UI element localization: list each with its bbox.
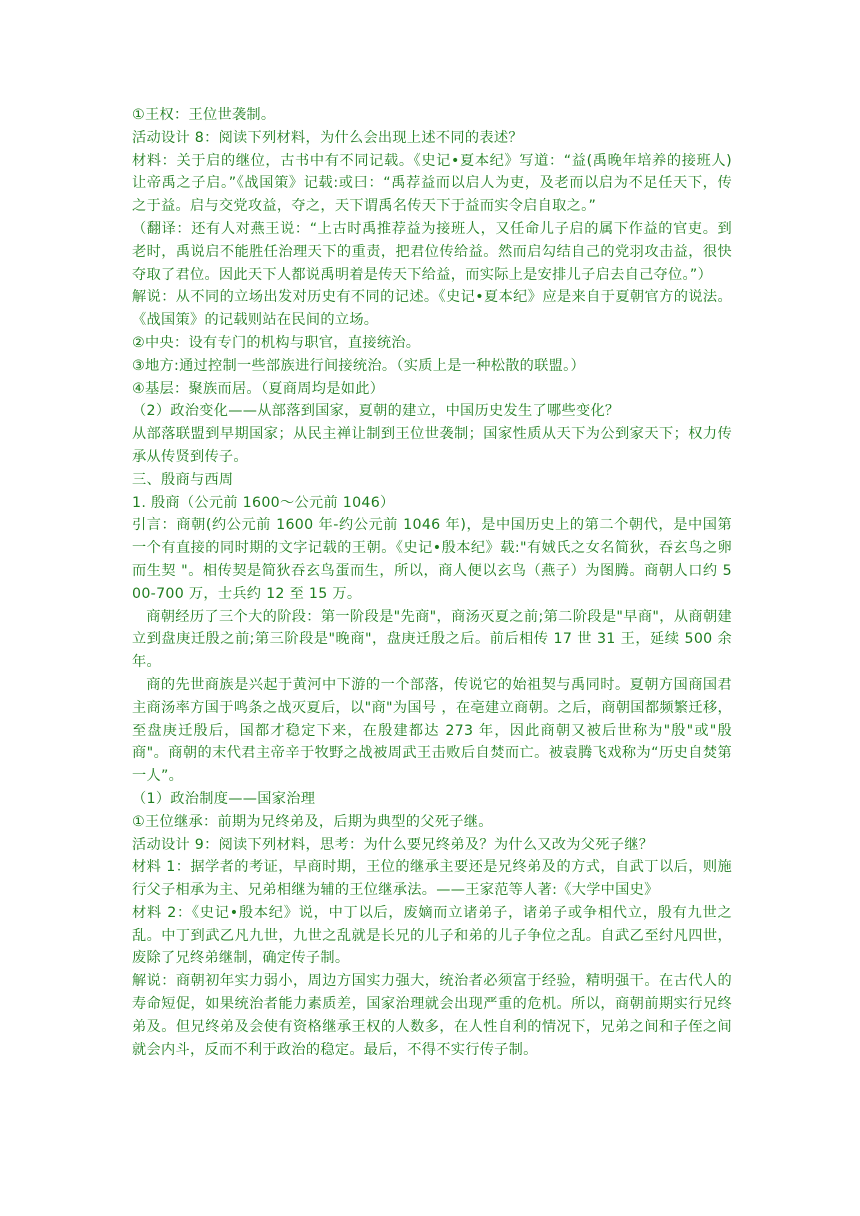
paragraph-political-change: （2）政治变化——从部落到国家，夏朝的建立，中国历史发生了哪些变化？: [132, 403, 620, 420]
paragraph-local: ③地方:通过控制一些部族进行间接统治。（实质上是一种松散的联盟。）: [132, 357, 586, 374]
paragraph-introduction: 引言：商朝(约公元前 1600 年-约公元前 1046 年)，是中国历史上的第二个朝代，是中国第一个有直接的同时期的文字记载的王朝。《史记•殷本纪》载:"有娀氏之女名简狄，吞玄鸟之卵而生契 "。相传契是简狄吞玄鸟蛋而生，所以，商人便以玄鸟（燕子）为图腾。商朝人口约 500-700 万，士兵约 12 至 15 万。: [132, 517, 732, 602]
paragraph-explanation-1: 解说：从不同的立场出发对历史有不同的记述。《史记•夏本纪》应是来自于夏朝官方的说法。《战国策》的记载则站在民间的立场。: [132, 289, 732, 329]
paragraph-central: ②中央：设有专门的机构与职官，直接统治。: [132, 334, 421, 351]
paragraph-grassroots: ④基层：聚族而居。（夏商周均是如此）: [132, 380, 385, 397]
section-heading-yinshang-xizhou: 三、殷商与西周: [132, 471, 234, 488]
paragraph-shang-origins: 商的先世商族是兴起于黄河中下游的一个部落，传说它的始祖契与禹同时。夏朝方国商国君主商汤率方国于鸣条之战灭夏后，以"商"为国号 ，在亳建立商朝。之后，商朝国都频繁迁移，至盘庚迁殷后，国都才稳定下来，在殷建都达 273 年，因此商朝又被后世称为"殷"或"殷商"。商朝的末代君主帝辛于牧野之战被周武王击败后自焚而亡。被袁腾飞戏称为“历史自焚第一人”。: [132, 676, 732, 785]
document-body: [132, 104, 732, 1061]
paragraph-three-stages: 商朝经历了三个大的阶段：第一阶段是"先商"，商汤灭夏之前;第二阶段是"早商"，从商朝建立到盘庚迁殷之前;第三阶段是"晚商"，盘庚迁殷之后。前后相传 17 世 31 王，延续 500 余年。: [132, 608, 732, 671]
paragraph-material-2: 材料 2：《史记•殷本纪》说，中丁以后，废嫡而立诸弟子，诸弟子或争相代立，殷有九世之乱。中丁到武乙凡九世，九世之乱就是长兄的儿子和弟的儿子争位之乱。自武乙至纣凡四世，废除了兄终弟继制，确定传子制。: [132, 904, 732, 967]
subsection-heading-yinshang: 1. 殷商（公元前 1600～公元前 1046）: [132, 494, 395, 511]
paragraph-activity-8: 活动设计 8：阅读下列材料，为什么会出现上述不同的表述？: [132, 129, 523, 146]
paragraph-material-1: 材料 1：据学者的考证，早商时期，王位的继承主要还是兄终弟及的方式，自武丁以后，则施行父子相承为主、兄弟相继为辅的王位继承法。——王家范等人著:《大学中国史》: [132, 859, 732, 899]
paragraph-translation: （翻译：还有人对燕王说：“上古时禹推荐益为接班人，又任命儿子启的属下作益的官吏。到老时，禹说启不能胜任治理天下的重责，把君位传给益。然而启勾结自己的党羽攻击益，很快夺取了君位。因此天下人都说禹明着是传天下给益，而实际上是安排儿子启去自己夺位。”）: [132, 220, 732, 283]
paragraph-wangquan: ①王权：王位世袭制。: [132, 107, 276, 123]
paragraph-political-system: （1）政治制度——国家治理: [132, 790, 316, 807]
paragraph-explanation-2: 解说：商朝初年实力弱小，周边方国实力强大，统治者必须富于经验，精明强干。在古代人的寿命短促，如果统治者能力素质差，国家治理就会出现严重的危机。所以，商朝前期实行兄终弟及。但兄终弟及会使有资格继承王权的人数多，在人性自利的情况下，兄弟之间和子侄之间就会内斗，反而不利于政治的稳定。最后，不得不实行传子制。: [132, 973, 732, 1058]
paragraph-material: 材料：关于启的继位，古书中有不同记载。《史记•夏本纪》写道：“益(禹晚年培养的接班人)让帝禹之子启。”《战国策》记载:或曰：“禹荐益而以启人为吏，及老而以启为不足任天下，传之于益。启与交党攻益，夺之，天下谓禹名传天下于益而实令启自取之。”: [132, 152, 732, 215]
paragraph-change-answer: 从部落联盟到早期国家；从民主禅让制到王位世袭制；国家性质从天下为公到家天下；权力传承从传贤到传子。: [132, 426, 732, 465]
paragraph-succession: ①王位继承：前期为兄终弟及，后期为典型的父死子继。: [132, 813, 493, 830]
paragraph-activity-9: 活动设计 9：阅读下列材料，思考：为什么要兄终弟及？为什么又改为父死子继？: [132, 836, 654, 853]
